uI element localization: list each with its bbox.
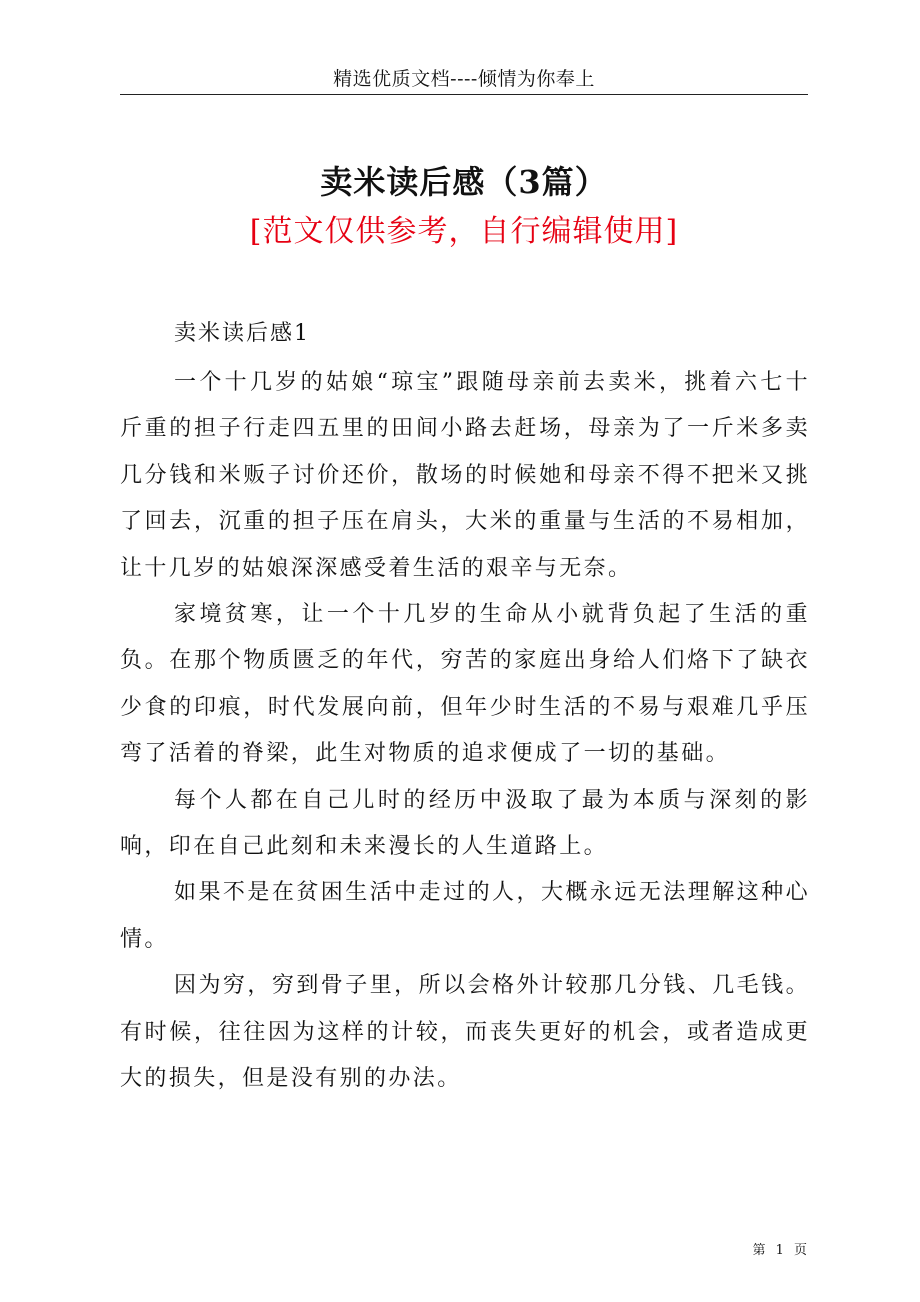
- page-header: [120, 66, 808, 95]
- document-title: 卖米读后感（3篇）: [320, 163, 608, 201]
- paragraph: 一个十几岁的姑娘“琼宝”跟随母亲前去卖米，挑着六七十斤重的担子行走四五里的田间小路去赶场，母亲为了一斤米多卖几分钱和米贩子讨价还价，散场的时候她和母亲不得不把米又挑了回去，沉重的担子压在肩头，大米的重量与生活的不易相加，让十几岁的姑娘深深感受着生活的艰辛与无奈。: [120, 370, 810, 581]
- paragraph: 家境贫寒，让一个十几岁的生命从小就背负起了生活的重负。在那个物质匮乏的年代，穷苦的家庭出身给人们烙下了缺衣少食的印痕，时代发展向前，但年少时生活的不易与艰难几乎压弯了活着的脊梁，此生对物质的追求便成了一切的基础。: [120, 602, 810, 767]
- document-body: [120, 360, 810, 1103]
- page-header-text: 精选优质文档----倾情为你奉上: [333, 68, 595, 90]
- paragraph: 因为穷，穷到骨子里，所以会格外计较那几分钱、几毛钱。有时候，往往因为这样的计较，而丧失更好的机会，或者造成更大的损失，但是没有别的办法。: [120, 973, 810, 1092]
- page-number: 第 1 页: [752, 1243, 810, 1258]
- document-subtitle: [范文仅供参考，自行编辑使用]: [249, 214, 679, 249]
- paragraph: 如果不是在贫困生活中走过的人，大概永远无法理解这种心情。: [120, 880, 810, 952]
- paragraph: 每个人都在自己儿时的经历中汲取了最为本质与深刻的影响，印在自己此刻和未来漫长的人生道路上。: [120, 787, 810, 860]
- section-heading: 卖米读后感1: [174, 321, 310, 346]
